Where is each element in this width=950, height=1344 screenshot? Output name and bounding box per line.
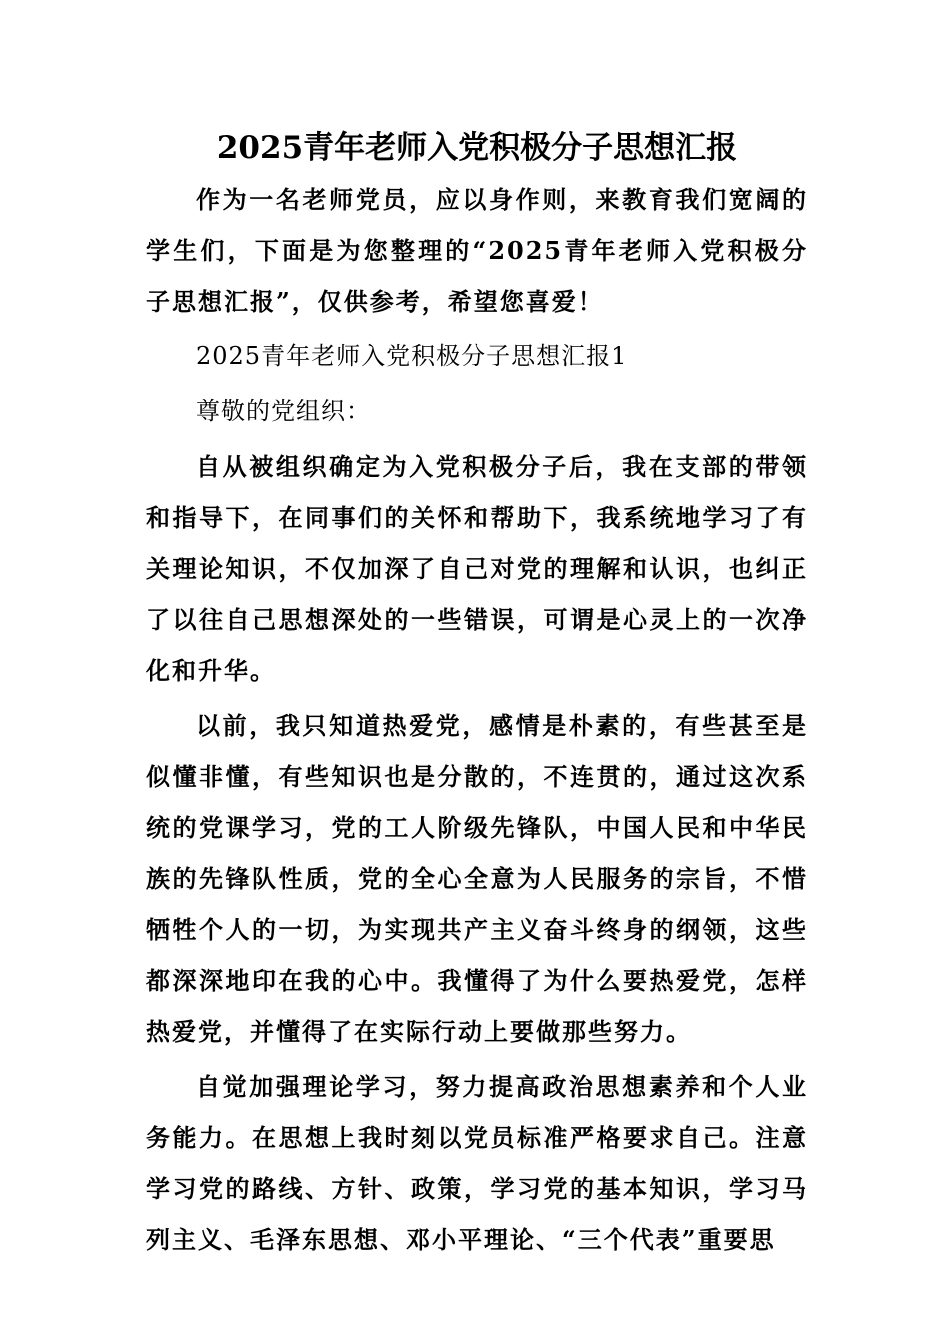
section-heading: 2025青年老师入党积极分子思想汇报1	[196, 342, 628, 370]
document-body	[146, 122, 808, 1265]
body-paragraph: 以前，我只知道热爱党，感情是朴素的，有些甚至是似懂非懂，有些知识也是分散的，不连贯的，通过这次系统的党课学习，党的工人阶级先锋队，中国人民和中华民族的先锋队性质，党的全心全意为人民服务的宗旨，不惜牺牲个人的一切，为实现共产主义奋斗终身的纲领，这些都深深地印在我的心中。我懂得了为什么要热爱党，怎样热爱党，并懂得了在实际行动上要做那些努力。	[146, 711, 808, 1046]
intro-paragraph: 作为一名老师党员，应以身作则，来教育我们宽阔的学生们，下面是为您整理的“2025青年老师入党积极分子思想汇报”，仅供参考，希望您喜爱！	[146, 185, 808, 316]
document-title: 2025青年老师入党积极分子思想汇报	[216, 130, 738, 166]
salutation: 尊敬的党组织：	[196, 397, 371, 425]
body-paragraph: 自觉加强理论学习，努力提高政治思想素养和个人业务能力。在思想上我时刻以党员标准严格要求自己。注意学习党的路线、方针、政策，学习党的基本知识，学习马列主义、毛泽东思想、邓小平理论、“三个代表”重要思	[146, 1072, 808, 1254]
body-paragraph: 自从被组织确定为入党积极分子后，我在支部的带领和指导下，在同事们的关怀和帮助下，我系统地学习了有关理论知识，不仅加深了自己对党的理解和认识，也纠正了以往自己思想深处的一些错误，可谓是心灵上的一次净化和升华。	[146, 452, 808, 685]
